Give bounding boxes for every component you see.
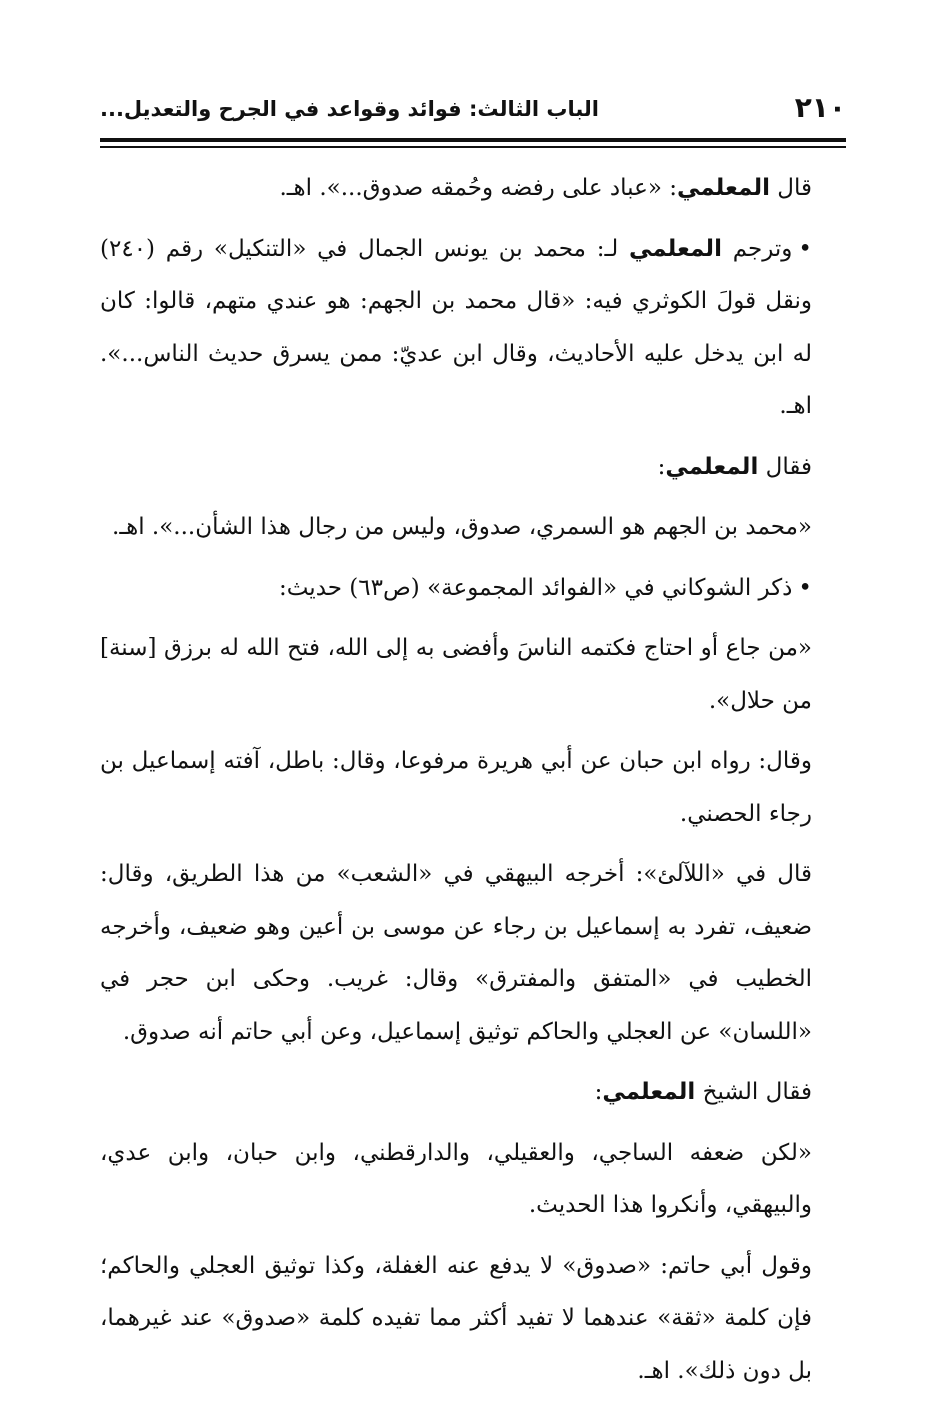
author-name: المعلمي xyxy=(628,235,722,262)
running-title: الباب الثالث: فوائد وقواعد في الجرح والتعديل... xyxy=(100,97,600,121)
bullet-icon: • xyxy=(798,574,812,601)
header-rule-thin xyxy=(100,146,846,148)
author-name: المعلمي xyxy=(665,453,759,480)
bullet-icon: • xyxy=(798,235,812,262)
paragraph-4: «محمد بن الجهم هو السمري، صدوق، وليس من رجال هذا الشأن...». اهـ. xyxy=(112,514,812,540)
paragraph-3-text-b: : xyxy=(657,453,666,480)
paragraph-1-text-a: قال xyxy=(769,175,812,201)
paragraph-1 xyxy=(100,162,846,215)
paragraph-11: وقول أبي حاتم: «صدوق» لا يدفع عنه الغفلة، وكذا توثيق العجلي والحاكم؛ فإن كلمة «ثقة» عندهما لا تفيد أكثر مما تفيده كلمة «صدوق» عند غيرهما، بل دون ذلك». اهـ. xyxy=(100,1252,812,1384)
author-name: المعلمي xyxy=(676,175,770,201)
paragraph-9 xyxy=(100,1066,846,1119)
paragraph-9-text-b: : xyxy=(594,1079,603,1105)
page-number: ٢١٠ xyxy=(794,91,846,124)
paragraph-6: «من جاع أو احتاج فكتمه الناسَ وأفضى به إلى الله، فتح الله له برزق [سنة] من حلال». xyxy=(100,635,812,714)
paragraph-2-text-b: لـ: محمد بن يونس الجمال في «التنكيل» رقم (٢٤٠) ونقل قولَ الكوثري فيه: «قال محمد بن الجهم: هو عندي متهم، قالوا: كان له ابن يدخل عليه الأحاديث، وقال ابن عديّ: ممن يسرق حديث الناس...». اهـ. xyxy=(100,235,812,419)
author-name: المعلمي xyxy=(602,1079,696,1105)
paragraph-5 xyxy=(100,562,846,615)
paragraph-5-text: ذكر الشوكاني في «الفوائد المجموعة» (ص٦٣) حديث: xyxy=(278,574,793,601)
paragraph-9-text-a: فقال الشيخ xyxy=(695,1079,812,1105)
paragraph-2 xyxy=(100,223,846,433)
header-rule-thick xyxy=(100,138,846,142)
page-header xyxy=(100,88,846,132)
paragraph-3 xyxy=(100,441,846,494)
paragraph-8: قال في «اللآلئ»: أخرجه البيهقي في «الشعب» من هذا الطريق، وقال: ضعيف، تفرد به إسماعيل بن رجاء عن موسى بن أعين وهو ضعيف، وأخرجه الخطيب في «المتفق والمفترق» وقال: غريب. وحكى ابن حجر في «اللسان» عن العجلي والحاكم توثيق إسماعيل، وعن أبي حاتم أنه صدوق. xyxy=(100,861,812,1045)
paragraph-7: وقال: رواه ابن حبان عن أبي هريرة مرفوعا، وقال: باطل، آفته إسماعيل بن رجاء الحصني. xyxy=(100,748,812,827)
paragraph-3-text-a: فقال xyxy=(758,453,812,480)
body-text xyxy=(100,162,846,1405)
paragraph-2-text-a: وترجم xyxy=(721,235,793,262)
paragraph-10: «لكن ضعفه الساجي، والعقيلي، والدارقطني، وابن حبان، وابن عدي، والبيهقي، وأنكروا هذا الحديث. xyxy=(100,1139,812,1218)
paragraph-1-text-b: : «عباد على رفضه وحُمقه صدوق...». اهـ. xyxy=(279,175,677,201)
